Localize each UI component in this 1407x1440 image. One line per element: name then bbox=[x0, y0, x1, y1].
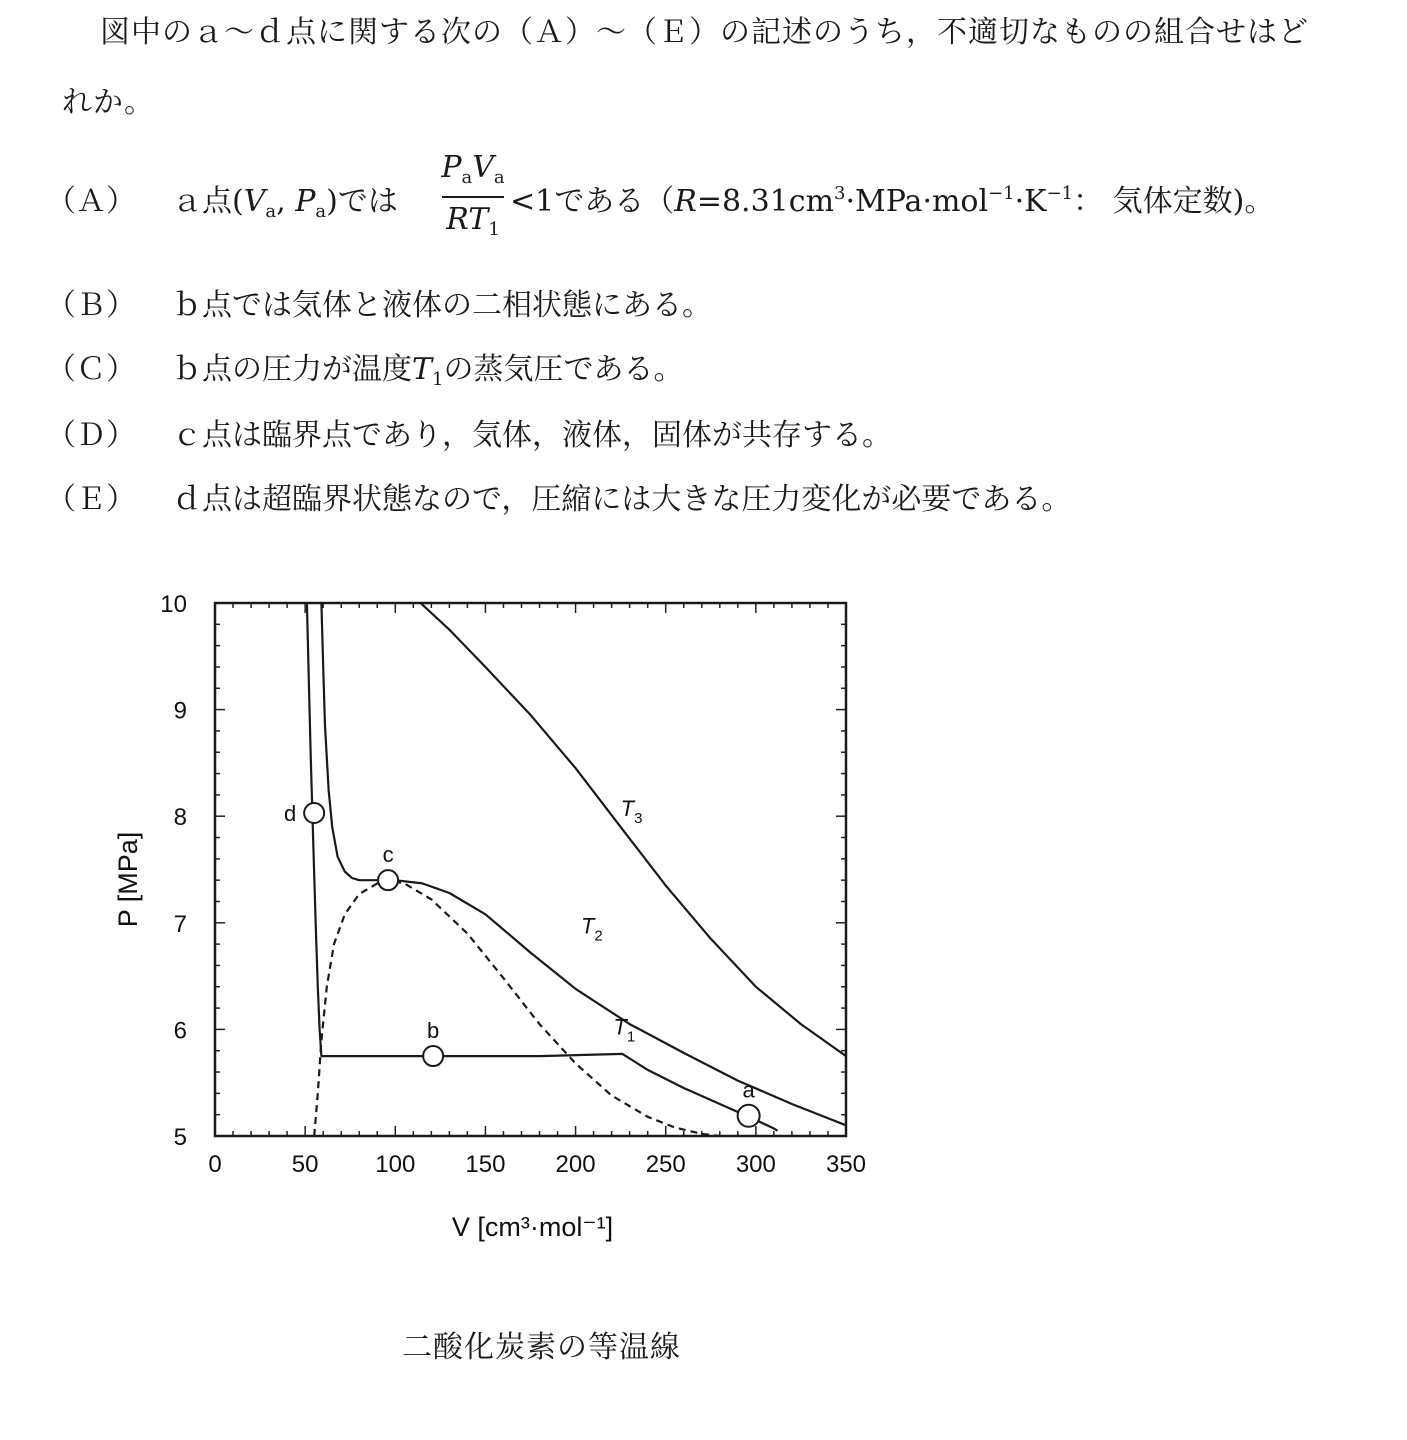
y-tick-label: 6 bbox=[173, 1017, 187, 1045]
fraction-pv-over-rt bbox=[440, 150, 506, 242]
figure-caption: 二酸化炭素の等温線 bbox=[402, 1330, 681, 1365]
curve-label-subscript: 2 bbox=[594, 927, 603, 945]
curve-label-t1: $T_1$ bbox=[613, 1014, 636, 1046]
option-b-text: ｂ点では気体と液体の二相状態にある。 bbox=[172, 288, 712, 323]
state-point-d bbox=[304, 803, 324, 823]
y-tick-label: 10 bbox=[160, 591, 187, 618]
point-label-b: b bbox=[427, 1018, 440, 1044]
curve-label-t2: $T_2$ bbox=[580, 913, 603, 945]
x-tick-label: 250 bbox=[645, 1151, 686, 1178]
curve-label-subscript: 3 bbox=[634, 810, 643, 828]
x-tick-label: 200 bbox=[555, 1151, 596, 1178]
option-b-label: （Ｂ） bbox=[46, 288, 136, 323]
sub-a: a bbox=[265, 201, 277, 222]
question-line-1: 図中のａ～ｄ点に関する次の（Ａ）～（Ｅ）の記述のうち，不適切なものの組合せはど bbox=[100, 15, 1309, 50]
option-c-text: ｂ点の圧力が温度$T_1$の蒸気圧である。 bbox=[172, 352, 684, 390]
state-point-a bbox=[738, 1105, 760, 1127]
option-a-tail: ： 気体定数)。 bbox=[1073, 184, 1275, 219]
gas-constant-value: =8.31cm bbox=[696, 184, 835, 219]
option-a-label: （Ａ） bbox=[46, 184, 136, 219]
option-c-label: （Ｃ） bbox=[46, 352, 136, 387]
option-e-label: （Ｅ） bbox=[46, 482, 136, 517]
x-tick-label: 350 bbox=[825, 1151, 867, 1178]
x-tick-label: 100 bbox=[375, 1151, 416, 1178]
isotherm-t1 bbox=[307, 603, 778, 1131]
option-d-text: ｃ点は臨界点であり，気体，液体，固体が共存する。 bbox=[172, 418, 892, 453]
y-tick-label: 9 bbox=[173, 697, 187, 725]
point-label-a: a bbox=[742, 1077, 755, 1103]
option-e-text: ｄ点は超臨界状態なので，圧縮には大きな圧力変化が必要である。 bbox=[172, 482, 1072, 517]
isotherm-t2 bbox=[321, 603, 846, 1125]
fraction-bar bbox=[442, 196, 504, 198]
gas-constant-symbol: R bbox=[674, 184, 697, 219]
curve-label-t3: $T_3$ bbox=[620, 796, 643, 828]
fraction-denominator: $RT_1$ bbox=[446, 202, 500, 240]
fraction-numerator: $P_aV_a$ bbox=[441, 150, 505, 188]
sub-a: a bbox=[315, 201, 327, 222]
question-line-2: れか。 bbox=[62, 85, 155, 120]
var-p: P bbox=[295, 184, 316, 219]
x-axis-label: V [cm³·mol⁻¹] bbox=[451, 1212, 614, 1242]
y-axis-label: P [MPa] bbox=[113, 831, 143, 928]
point-label-c: c bbox=[382, 842, 394, 868]
x-tick-label: 50 bbox=[291, 1151, 319, 1178]
y-tick-label: 5 bbox=[173, 1124, 187, 1151]
x-tick-label: 300 bbox=[735, 1151, 776, 1178]
option-a-suffix: <1である（$R=8.31cm^3\cdot MPa\cdot mol^{-1}\cdot K^{-1}$： 気体定数)。 bbox=[510, 183, 1275, 219]
state-point-c bbox=[378, 870, 398, 890]
curve-label-subscript: 1 bbox=[626, 1028, 636, 1046]
y-tick-label: 7 bbox=[173, 910, 187, 938]
x-tick-label: 0 bbox=[208, 1151, 222, 1178]
var-v: V bbox=[243, 184, 266, 219]
inequality: <1である（ bbox=[510, 184, 675, 219]
y-tick-label: 8 bbox=[173, 804, 187, 832]
option-a-prefix-text: ａ点( bbox=[172, 184, 244, 219]
x-tick-label: 150 bbox=[465, 1151, 506, 1178]
state-point-b bbox=[423, 1046, 443, 1066]
option-a-after-paren: )では bbox=[326, 184, 398, 219]
point-label-d: d bbox=[284, 801, 297, 827]
isotherm-chart bbox=[0, 560, 1407, 1280]
isotherm-coexistence bbox=[314, 880, 720, 1136]
comma: , bbox=[276, 184, 296, 219]
isotherm-t3 bbox=[421, 603, 847, 1056]
option-a-prefix bbox=[172, 176, 398, 222]
option-d-label: （Ｄ） bbox=[46, 418, 136, 453]
